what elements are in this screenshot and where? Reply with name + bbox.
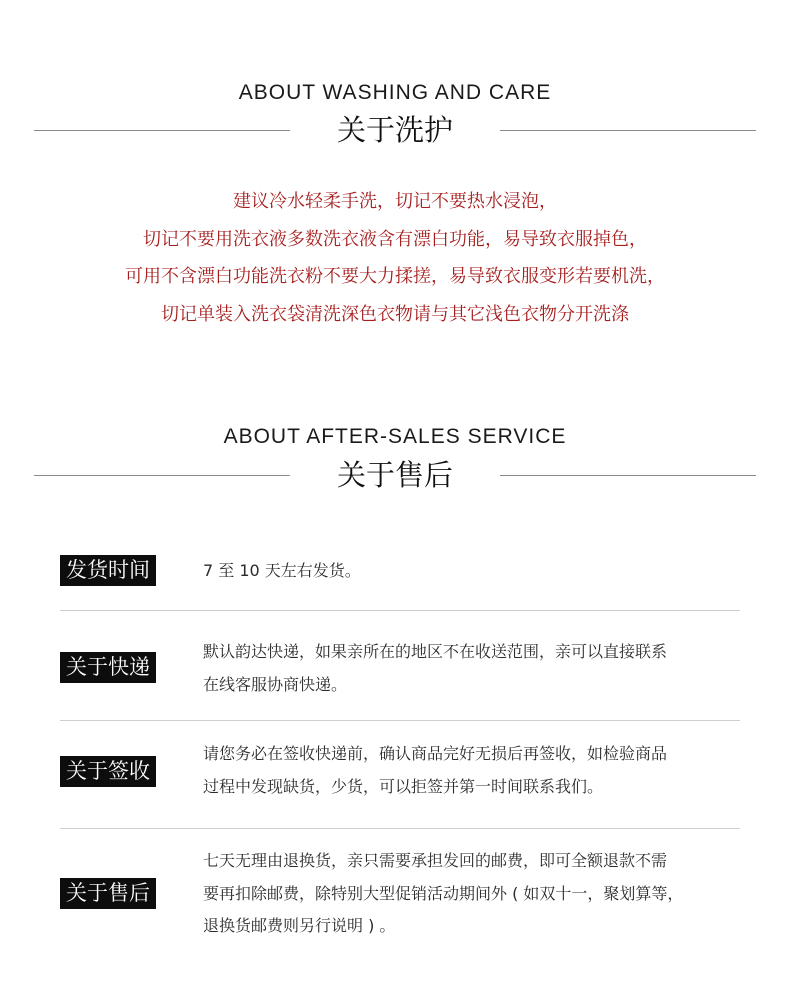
- shipping-time-line-1: 7 至 10 天左右发货。: [203, 561, 361, 580]
- service-title-divider-right: [500, 475, 756, 476]
- shipping-time-tag: 发货时间: [60, 555, 156, 586]
- service-divider-3: [60, 828, 740, 829]
- washing-title-en: ABOUT WASHING AND CARE: [238, 81, 552, 104]
- service-title-divider-left: [34, 475, 290, 476]
- washing-title-divider-right: [500, 130, 756, 131]
- service-divider-1: [60, 610, 740, 611]
- washing-title-cn: 关于洗护: [336, 113, 453, 147]
- washing-line-1: 建议冷水轻柔手洗，切记不要热水浸泡，: [233, 191, 557, 212]
- courier-line-2: 在线客服协商快递。: [203, 674, 348, 694]
- shipping-time-desc: [203, 555, 743, 588]
- signing-line-2: 过程中发现缺货，少货，可以拒签并第一时间联系我们。: [203, 776, 604, 796]
- washing-line-3: 可用不含漂白功能洗衣粉不要大力揉搓，易导致衣服变形若要机洗，: [125, 266, 665, 287]
- service-title-row: [0, 455, 790, 495]
- service-divider-2: [60, 720, 740, 721]
- courier-line-1: 默认韵达快递，如果亲所在的地区不在收送范围，亲可以直接联系: [203, 642, 668, 661]
- washing-instructions: [0, 183, 790, 333]
- courier-desc: [203, 636, 743, 701]
- after-sales-desc: [203, 845, 743, 943]
- signing-desc: [203, 738, 743, 803]
- service-title-cn: 关于售后: [336, 458, 453, 492]
- after-sales-line-3: 退换货邮费则另行说明 ) 。: [203, 916, 396, 935]
- signing-tag: 关于签收: [60, 756, 156, 787]
- washing-line-4: 切记单装入洗衣袋清洗深色衣物请与其它浅色衣物分开洗涤: [161, 303, 629, 325]
- washing-line-2: 切记不要用洗衣液多数洗衣液含有漂白功能，易导致衣服掉色，: [143, 228, 647, 250]
- after-sales-tag: 关于售后: [60, 878, 156, 909]
- courier-tag: 关于快递: [60, 652, 156, 683]
- signing-line-1: 请您务必在签收快递前，确认商品完好无损后再签收，如检验商品: [203, 744, 668, 763]
- after-sales-line-1: 七天无理由退换货，亲只需要承担发回的邮费，即可全额退款不需: [203, 851, 668, 870]
- after-sales-line-2: 要再扣除邮费，除特别大型促销活动期间外 ( 如双十一，聚划算等，: [203, 883, 684, 903]
- washing-title-row: [0, 110, 790, 150]
- service-title-en: ABOUT AFTER-SALES SERVICE: [223, 425, 567, 448]
- washing-title-divider-left: [34, 130, 290, 131]
